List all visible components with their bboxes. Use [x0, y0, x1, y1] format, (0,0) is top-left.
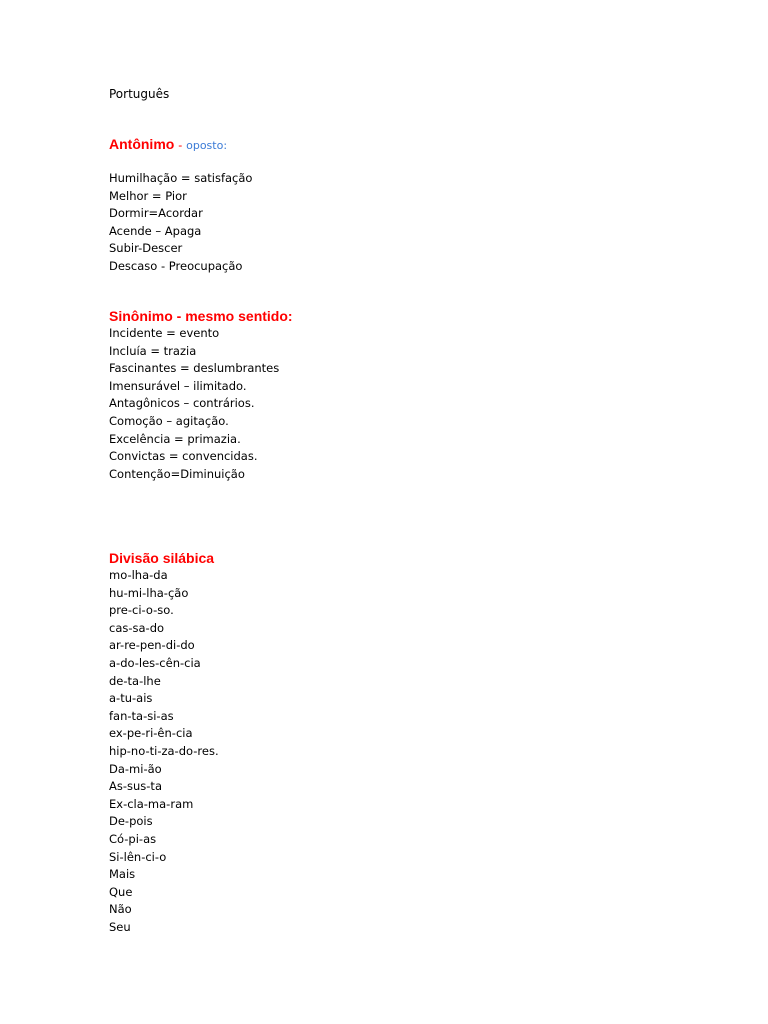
document-page: [109, 0, 729, 1024]
list-item: Convictas = convencidas.: [109, 449, 258, 464]
list-item: cas-sa-do: [109, 620, 165, 635]
list-item: Excelência = primazia.: [109, 431, 241, 446]
list-item: Có-pi-as: [109, 831, 157, 846]
list-item: ar-re-pen-di-do: [109, 638, 195, 653]
list-item: Contenção=Diminuição: [109, 466, 245, 481]
sinonimo-heading: Sinônimo - mesmo sentido:: [109, 308, 293, 324]
sinonimo-list: [109, 325, 279, 483]
list-item: Que: [109, 884, 133, 899]
list-item: a-tu-ais: [109, 691, 153, 706]
antonimo-separator: -: [178, 138, 183, 152]
list-item: Dormir=Acordar: [109, 206, 203, 221]
list-item: Antagônicos – contrários.: [109, 396, 255, 411]
list-item: hip-no-ti-za-do-res.: [109, 743, 219, 758]
document-title: Português: [109, 87, 170, 101]
list-item: Da-mi-ão: [109, 761, 162, 776]
list-item: Imensurável – ilimitado.: [109, 378, 247, 393]
list-item: As-sus-ta: [109, 779, 162, 794]
list-item: Ex-cla-ma-ram: [109, 796, 194, 811]
list-item: Seu: [109, 919, 131, 934]
antonimo-heading-label: Antônimo: [109, 136, 175, 152]
list-item: Descaso - Preocupação: [109, 258, 243, 273]
list-item: ex-pe-ri-ên-cia: [109, 726, 193, 741]
list-item: Humilhação = satisfação: [109, 171, 253, 185]
list-item: Incidente = evento: [109, 326, 220, 340]
list-item: de-ta-lhe: [109, 673, 161, 688]
antonimo-list: [109, 170, 252, 276]
antonimo-heading: [109, 135, 227, 155]
list-item: Comoção – agitação.: [109, 413, 229, 428]
list-item: Si-lên-ci-o: [109, 849, 167, 864]
antonimo-note: oposto:: [186, 139, 228, 152]
list-item: mo-lha-da: [109, 568, 168, 582]
list-item: Não: [109, 902, 132, 917]
list-item: Subir-Descer: [109, 241, 183, 256]
list-item: Acende – Apaga: [109, 223, 202, 238]
list-item: pre-ci-o-so.: [109, 603, 174, 618]
list-item: Incluía = trazia: [109, 343, 197, 358]
list-item: hu-mi-lha-ção: [109, 585, 189, 600]
list-item: fan-ta-si-as: [109, 708, 174, 723]
divisao-heading: Divisão silábica: [109, 550, 215, 566]
list-item: Fascinantes = deslumbrantes: [109, 361, 280, 376]
list-item: Melhor = Pior: [109, 188, 187, 203]
list-item: De-pois: [109, 814, 153, 829]
list-item: a-do-les-cên-cia: [109, 655, 201, 670]
divisao-list: [109, 567, 219, 936]
list-item: Mais: [109, 867, 136, 882]
